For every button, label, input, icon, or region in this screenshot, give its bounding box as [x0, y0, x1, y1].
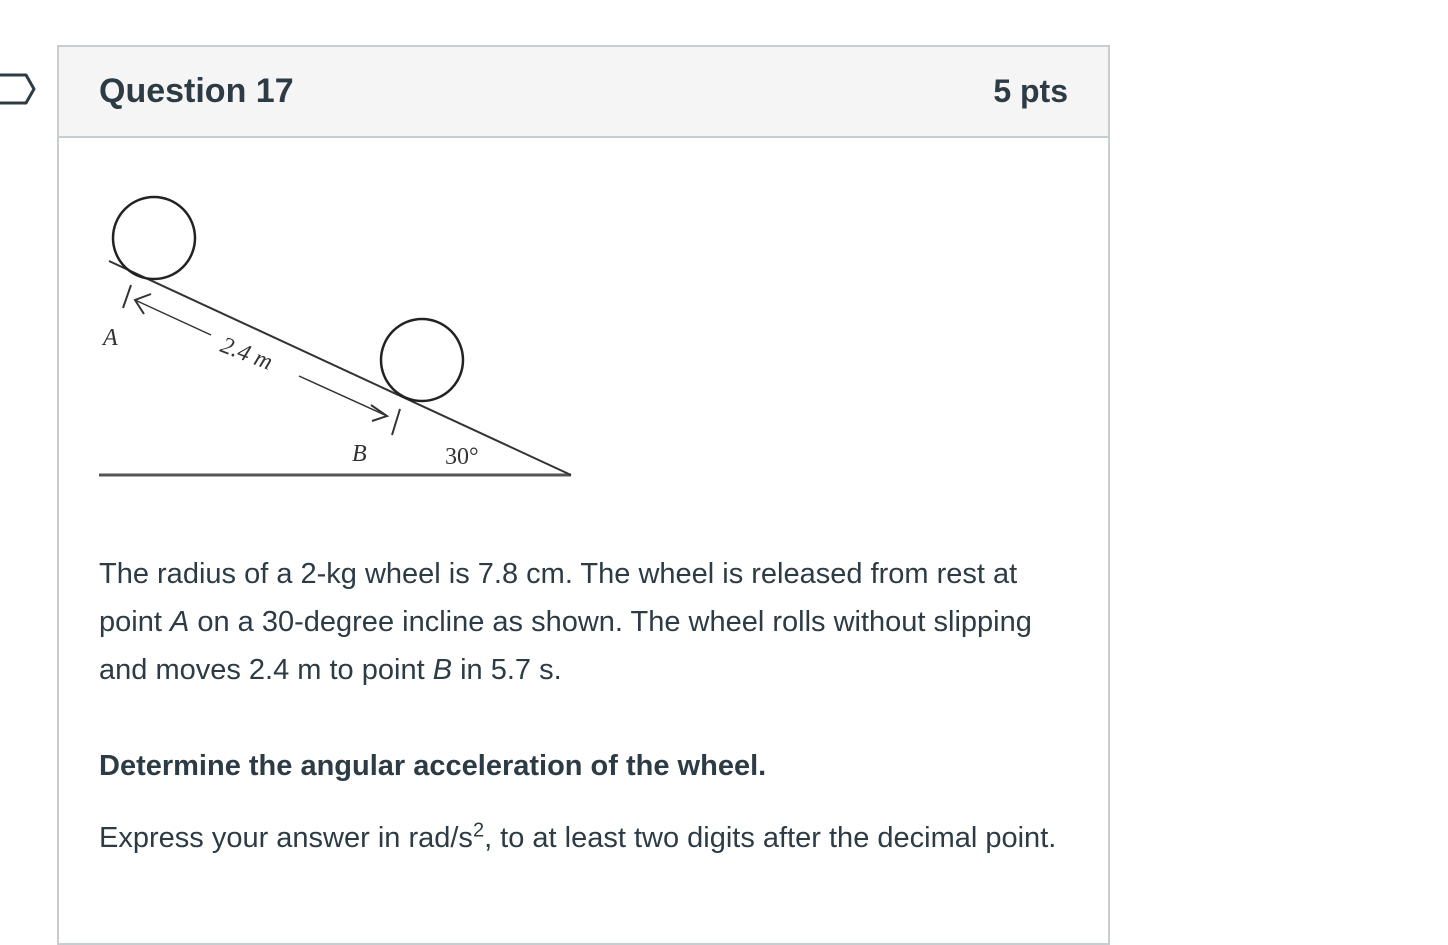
point-b-ref: B [432, 654, 453, 686]
incline-line [109, 261, 571, 475]
incline-diagram [99, 193, 579, 483]
dimension-line-upper [135, 300, 211, 335]
text-segment: Express your answer in rad/s [99, 822, 473, 854]
label-a: A [103, 325, 118, 351]
wheel-top [113, 197, 195, 279]
text-segment: on a 30-degree incline as shown. The wheel rolls without slipping and moves 2.4 m to point [99, 606, 1032, 686]
question-points: 5 pts [993, 73, 1068, 109]
exponent: 2 [472, 819, 485, 842]
question-card [57, 45, 1110, 945]
answer-instructions [99, 814, 1074, 862]
question-header [59, 47, 1108, 138]
text-segment: in 5.7 s. [452, 654, 562, 686]
tick-a [123, 285, 131, 308]
label-b: B [352, 441, 367, 467]
question-text [99, 550, 1074, 694]
flag-question-icon[interactable] [0, 72, 36, 106]
dimension-line-lower [299, 376, 387, 416]
text-segment: , to at least two digits after the decimal point. [484, 822, 1057, 854]
label-distance: 2.4 m [216, 332, 276, 376]
label-angle: 30° [445, 444, 479, 470]
tick-b [392, 409, 400, 435]
text-segment: The radius of a 2-kg wheel is 7.8 cm. The wheel is released from rest at point [99, 558, 1018, 638]
question-prompt: Determine the angular acceleration of the wheel. [99, 750, 767, 782]
wheel-bottom [381, 319, 463, 401]
point-a-ref: A [169, 606, 190, 638]
question-title: Question 17 [99, 72, 294, 110]
